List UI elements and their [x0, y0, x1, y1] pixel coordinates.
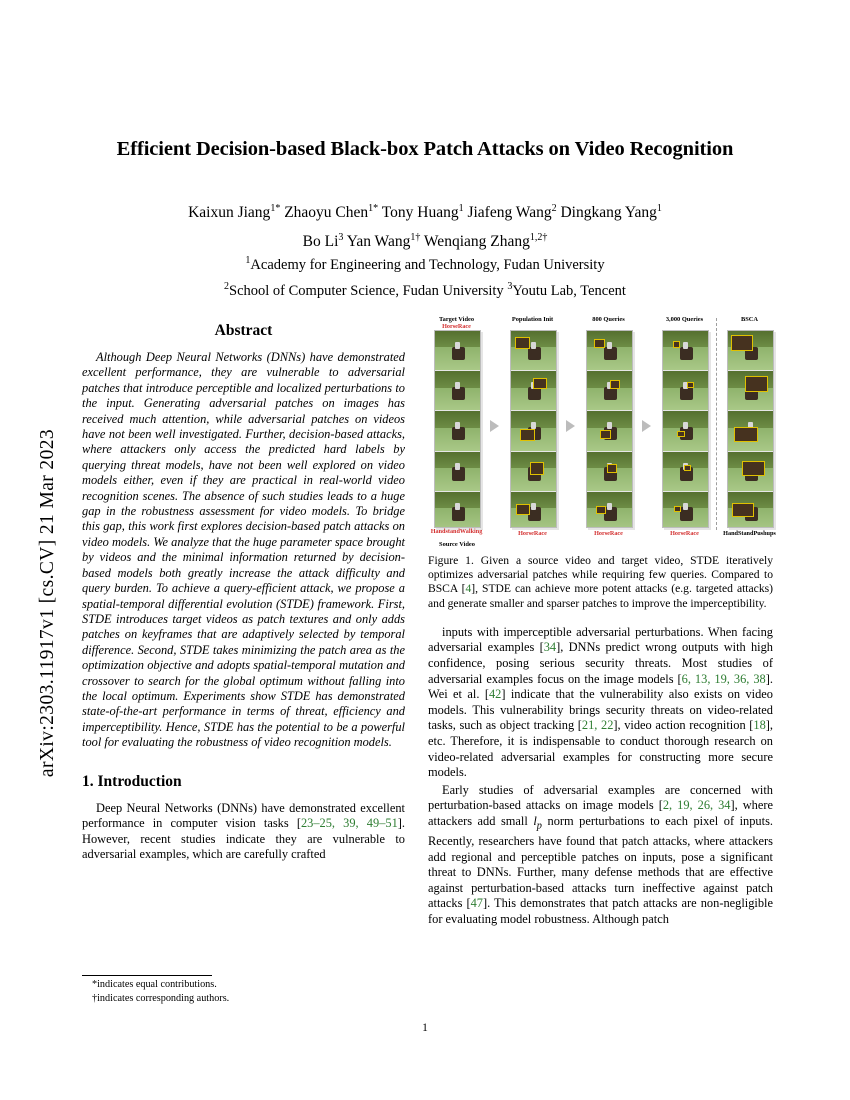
right-paragraph-2: Early studies of adversarial examples are concerned with perturbation-based attacks on image models [2, 19, 26, 34], where attackers add small $l_p$ norm perturbations to each pixel of inputs. Recently, researchers have found that patch attacks, where attackers add regional and perceptible patches on inputs, pose a significant threat to DNNs. Further, many defense methods that are effective against perturbation-based attacks turn ineffective against patch attacks [47]. This demonstrates that patch attacks are non-negligible for evaluating model robustness. Although patch: [428, 782, 774, 926]
footnote-corresponding-author: †indicates corresponding authors.: [92, 992, 230, 1004]
video-frame: [663, 371, 708, 411]
right-column: [428, 312, 776, 930]
panel-bottom-label: HandstandWalking: [430, 528, 483, 535]
video-frame: [728, 331, 773, 371]
video-frame: [587, 492, 632, 528]
intro-text-part-2: ]. However, recent studies indicate they are vulnerable to adversarial examples, which are carefully crafted: [82, 816, 406, 862]
affiliation-line-1: $^1$Academy for Engineering and Technology, Fudan University: [245, 255, 605, 273]
footnote-divider: [82, 975, 212, 976]
video-frame: [663, 452, 708, 492]
video-frame: [587, 331, 632, 371]
video-frame: [728, 371, 773, 411]
citation-ref[interactable]: 23–25, 39, 49–51: [300, 816, 398, 831]
source-video-label: Source Video: [439, 541, 475, 548]
video-frame: [587, 371, 632, 411]
video-strip: [434, 330, 481, 528]
figure-panel-800-queries: [580, 316, 637, 537]
flow-arrow-icon: [642, 420, 651, 432]
introduction-heading: 1. Introduction: [82, 772, 182, 790]
page-title: Efficient Decision-based Black-box Patch Attacks on Video Recognition: [116, 138, 734, 160]
figure-panel-bsca: [721, 316, 778, 537]
video-frame: [728, 452, 773, 492]
figure-panel-population-init: [504, 316, 561, 537]
footnote-equal-contribution: *indicates equal contributions.: [92, 979, 217, 990]
abstract-text: Although Deep Neural Networks (DNNs) have demonstrated excellent performance, they are vulnerable to adversarial patches that introduce perceptible and localized perturbations to the input. Generating adversarial patches on images has received much attention, while adversarial patches on videos have not been well investigated. Further, decision-based attacks, where attackers only access the predicted hard labels by querying threat models, have not been well explored on video models either, even if they are practical in real-world video recognition scenes. The absence of such studies leads to a huge gap in the robustness assessment for video models. To bridge this gap, this work first explores decision-based patch attacks on video models. We analyze that the huge parameter space brought by videos and the minimal information returned by decision-based models both greatly increase the attack difficulty and query burden. To achieve a query-efficient attack, we propose a spatial-temporal differential evolution (STDE) framework. First, STDE introduces target videos as patch textures and only adds patches on keyframes that are adaptively selected by temporal difference. Second, STDE takes minimizing the patch area as the optimization objective and adopts spatial-temporal mutation and crossover to search for the global optimum without falling into the local optimum. Experiments show STDE has demonstrated state-of-the-art performance in terms of threat, efficiency and imperceptibility. Hence, STDE has the potential to be a powerful tool for evaluating the robustness of video recognition models.: [82, 350, 405, 750]
author-line-1: Kaixun Jiang$^{1*}$ Zhaoyu Chen$^{1*}$ Tony Huang$^1$ Jiafeng Wang$^2$ Dingkang Yang$^1$: [188, 203, 662, 222]
figure-divider: [716, 318, 717, 530]
panel-title: Population Init: [511, 316, 554, 323]
figure-1-image: [428, 312, 776, 548]
intro-text-part-1: Deep Neural Networks (DNNs) have demonstrated excellent performance in computer vision tasks [: [82, 800, 405, 831]
panel-title: BSCA: [740, 316, 759, 323]
video-strip: [662, 330, 709, 528]
panel-title: Target Video: [438, 316, 475, 323]
panel-bottom-label: HandStandPushups: [723, 530, 776, 537]
introduction-paragraph-1: [82, 801, 405, 863]
figure-1-caption: Figure 1. Given a source video and target video, STDE iteratively optimizes adversarial patches while requiring few queries. Compared to BSCA [4], STDE can achieve more potent attacks (e.g. targeted attacks) and generate smaller and sparser patches to improve the imperceptibility.: [428, 554, 773, 610]
video-frame: [511, 492, 556, 528]
video-strip: [727, 330, 774, 528]
video-frame: [435, 411, 480, 451]
arxiv-stamp: arXiv:2303.11917v1 [cs.CV] 21 Mar 2023: [37, 428, 58, 778]
affiliations: [75, 250, 775, 302]
panel-bottom-label: HorseRace: [670, 530, 699, 537]
video-frame: [587, 411, 632, 451]
affiliation-line-2: $^2$School of Computer Science, Fudan University $^3$Youtu Lab, Tencent: [224, 280, 626, 299]
video-frame: [511, 331, 556, 371]
video-frame: [728, 411, 773, 451]
video-frame: [587, 452, 632, 492]
video-frame: [435, 331, 480, 371]
video-frame: [511, 452, 556, 492]
panel-title: 800 Queries: [592, 316, 625, 323]
video-strip: [586, 330, 633, 528]
right-paragraph-1: inputs with imperceptible adversarial perturbations. When facing adversarial examples [34], DNNs predict wrong outputs with high confidence, posing serious security threats. Most studies of adversarial examples focus on the image models [6, 13, 19, 36, 38]. Wei et al. [42] indicate that the vulnerability also exists on video models. This vulnerability brings security threats on video-related tasks, such as object tracking [21, 22], video action recognition [18], etc. Therefore, it is indispensable to conduct thorough research on video-related adversarial examples for constructing more secure models.: [428, 624, 773, 780]
panel-top-label: HorseRace: [442, 323, 471, 330]
panel-bottom-label: HorseRace: [518, 530, 547, 537]
abstract-heading: Abstract: [214, 322, 273, 339]
left-column: [82, 322, 405, 865]
flow-arrow-icon: [490, 420, 499, 432]
video-frame: [511, 371, 556, 411]
video-frame: [663, 492, 708, 528]
video-frame: [663, 411, 708, 451]
video-frame: [435, 492, 480, 528]
figure-panel-target-video: [428, 316, 485, 548]
video-frame: [663, 331, 708, 371]
video-frame: [511, 411, 556, 451]
footnotes: [82, 978, 405, 1005]
panel-bottom-label: HorseRace: [594, 530, 623, 537]
figure-panel-3000-queries: [656, 316, 713, 537]
video-frame: [435, 371, 480, 411]
author-list: [75, 196, 775, 254]
flow-arrow-icon: [566, 420, 575, 432]
video-frame: [728, 492, 773, 528]
video-strip: [510, 330, 557, 528]
author-line-2: Bo Li$^3$ Yan Wang$^{1\dagger}$ Wenqiang Zhang$^{1,2\dagger}$: [302, 232, 548, 251]
video-frame: [435, 452, 480, 492]
page-number: 1: [422, 1022, 428, 1034]
panel-title: 3,000 Queries: [665, 316, 704, 323]
